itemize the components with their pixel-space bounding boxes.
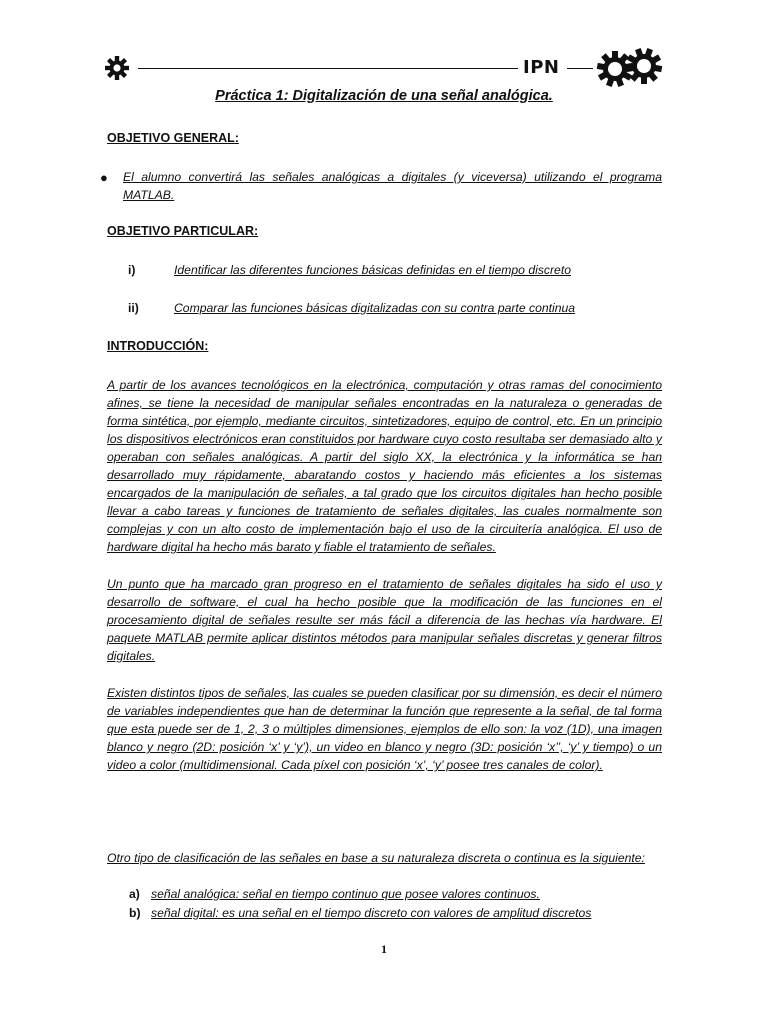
ipn-logo-text: IPN	[523, 57, 560, 78]
page-header	[0, 44, 768, 94]
bullet-dot-icon: ●	[100, 170, 108, 185]
header-rule-left	[138, 68, 518, 69]
introduccion-heading: INTRODUCCIÓN:	[107, 339, 209, 353]
list-item-text: señal analógica: señal en tiempo continuo que posee valores continuos.	[151, 887, 540, 901]
objetivo-item-number: ii)	[128, 301, 139, 315]
small-gear-icon	[104, 55, 130, 81]
list-item-letter: b)	[129, 906, 141, 920]
intro-paragraph: A partir de los avances tecnológicos en la electrónica, computación y otras ramas del conocimiento afines, se tiene la necesidad de manipular señales encontradas en la naturaleza o generadas de forma sintética, por ejemplo, mediante circuitos, sintetizadores, equipo de control, etc. En un principio los dispositivos electrónicos eran constituidos por hardware cuyo costo resultaba ser demasiado alto y operaban con señales analógicas. A partir del siglo XX, la electrónica y la informática se han desarrollado muy rápidamente, abaratando costos y haciendo más eficientes a los sistemas encargados de la manipulación de señales, a tal grado que los circuitos digitales han hecho posible llevar a cabo tareas y funciones de tratamiento de señales digitales, las cuales normalmente son complejas y con un alto costo de implementación bajo el uso de la circuitería analógica. El uso de hardware digital ha hecho más barato y fiable el tratamiento de señales.	[107, 378, 662, 554]
header-rule-right	[567, 68, 593, 69]
objetivo-item-number: i)	[128, 263, 136, 277]
intro-paragraph: Existen distintos tipos de señales, las cuales se pueden clasificar por su dimensión, es decir el número de variables independientes que han de determinar la función que represente a la señal, de tal forma que esta puede ser de 1, 2, 3 o múltiples dimensiones, ejemplos de ello son: la voz (1D), una imagen blanco y negro (2D: posición ‘x’ y ‘y’), un video en blanco y negro (3D: posición ‘x’’, ‘y’ y tiempo) o un video a color (multidimensional. Cada píxel con posición ‘x’, ‘y’ posee tres canales de color).	[107, 686, 662, 772]
list-item-letter: a)	[129, 887, 140, 901]
intro-paragraph: Otro tipo de clasificación de las señales en base a su naturaleza discreta o continua es la siguiente:	[107, 851, 645, 865]
objetivo-general-heading: OBJETIVO GENERAL:	[107, 131, 239, 145]
objetivo-item-text: Identificar las diferentes funciones básicas definidas en el tiempo discreto	[174, 263, 571, 277]
double-gear-icon	[596, 46, 664, 88]
page-title: Práctica 1: Digitalización de una señal analógica.	[215, 88, 553, 104]
page-number: 1	[381, 942, 387, 956]
objetivo-general-text: El alumno convertirá las señales analógicas a digitales (y viceversa) utilizando el programa MATLAB.	[123, 170, 662, 202]
list-item-text: señal digital: es una señal en el tiempo discreto con valores de amplitud discretos	[151, 906, 592, 920]
objetivo-particular-heading: OBJETIVO PARTICULAR:	[107, 224, 259, 238]
intro-paragraph: Un punto que ha marcado gran progreso en el tratamiento de señales digitales ha sido el uso y desarrollo de software, el cual ha hecho posible que la modificación de las funciones en el procesamiento digital de señales resulte ser más fácil a diferencia de las hechas vía hardware. El paquete MATLAB permite aplicar distintos métodos para manipular señales discretas y generar filtros digitales.	[107, 577, 662, 663]
objetivo-item-text: Comparar las funciones básicas digitalizadas con su contra parte continua	[174, 301, 576, 315]
